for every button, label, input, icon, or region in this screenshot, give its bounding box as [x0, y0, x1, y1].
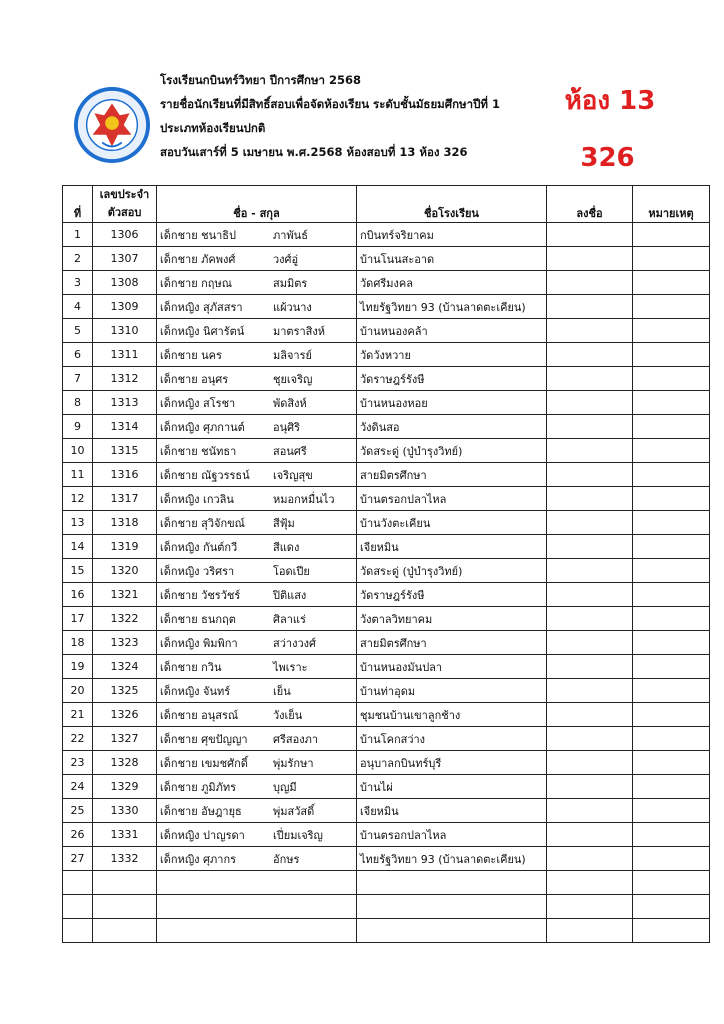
row-exam-code: 1317	[93, 487, 157, 511]
room-label: ห้อง 13	[564, 86, 656, 116]
row-student-name	[157, 679, 357, 703]
row-exam-code: 1315	[93, 439, 157, 463]
row-school: ชุมชนบ้านเขาลูกช้าง	[357, 703, 547, 727]
row-student-name	[157, 367, 357, 391]
row-signature-cell[interactable]	[547, 775, 633, 799]
table-row	[63, 823, 710, 847]
row-first-name: เด็กหญิง นิศารัตน์	[160, 324, 245, 338]
row-student-name	[157, 223, 357, 247]
row-school: บ้านตรอกปลาไหล	[357, 487, 547, 511]
empty-cell	[157, 895, 357, 919]
table-row	[63, 367, 710, 391]
row-last-name: แผ้วนาง	[273, 300, 312, 314]
row-last-name: ศิลาแร่	[273, 612, 306, 626]
row-school: บ้านหนองคล้า	[357, 319, 547, 343]
table-row	[63, 679, 710, 703]
row-school: วัดสระดู่ (ปู่บำรุงวิทย์)	[357, 559, 547, 583]
row-note-cell[interactable]	[633, 847, 710, 871]
row-student-name	[157, 631, 357, 655]
row-exam-code: 1325	[93, 679, 157, 703]
row-signature-cell[interactable]	[547, 535, 633, 559]
row-no: 27	[63, 847, 93, 871]
table-row	[63, 343, 710, 367]
empty-cell	[357, 895, 547, 919]
row-first-name: เด็กชาย อนุศร	[160, 372, 229, 386]
row-signature-cell[interactable]	[547, 223, 633, 247]
row-school: บ้านโคกสว่าง	[357, 727, 547, 751]
row-school: วัดวังหวาย	[357, 343, 547, 367]
row-note-cell[interactable]	[633, 631, 710, 655]
table-row	[63, 583, 710, 607]
empty-cell	[63, 919, 93, 943]
table-row	[63, 487, 710, 511]
row-exam-code: 1311	[93, 343, 157, 367]
row-no: 17	[63, 607, 93, 631]
row-exam-code: 1331	[93, 823, 157, 847]
row-signature-cell[interactable]	[547, 631, 633, 655]
row-no: 19	[63, 655, 93, 679]
row-exam-code: 1307	[93, 247, 157, 271]
row-no: 9	[63, 415, 93, 439]
empty-cell	[633, 919, 710, 943]
row-no: 14	[63, 535, 93, 559]
row-last-name: ภาพันธ์	[273, 228, 308, 242]
table-row	[63, 511, 710, 535]
row-signature-cell[interactable]	[547, 511, 633, 535]
row-school: ไทยรัฐวิทยา 93 (บ้านลาดตะเคียน)	[357, 847, 547, 871]
row-last-name: เย็น	[273, 684, 291, 698]
table-row	[63, 415, 710, 439]
row-student-name	[157, 847, 357, 871]
row-last-name: พัดสิงห์	[273, 396, 307, 410]
row-note-cell[interactable]	[633, 655, 710, 679]
row-first-name: เด็กชาย อัษฎายุธ	[160, 804, 242, 818]
row-signature-cell[interactable]	[547, 463, 633, 487]
row-first-name: เด็กหญิง ศุภกานต์	[160, 420, 245, 434]
row-last-name: มลิจารย์	[273, 348, 312, 362]
row-last-name: ไพเราะ	[273, 660, 308, 674]
row-exam-code: 1308	[93, 271, 157, 295]
row-exam-code: 1329	[93, 775, 157, 799]
row-first-name: เด็กชาย ณัฐวรรธน์	[160, 468, 250, 482]
row-school: บ้านท่าอุดม	[357, 679, 547, 703]
empty-row	[63, 919, 710, 943]
empty-cell	[357, 871, 547, 895]
row-exam-code: 1314	[93, 415, 157, 439]
header-note: หมายเหตุ	[633, 186, 710, 223]
row-school: เจียหมิน	[357, 799, 547, 823]
table-row	[63, 535, 710, 559]
row-signature-cell[interactable]	[547, 439, 633, 463]
row-exam-code: 1313	[93, 391, 157, 415]
row-signature-cell[interactable]	[547, 559, 633, 583]
row-exam-code: 1330	[93, 799, 157, 823]
row-exam-code: 1332	[93, 847, 157, 871]
row-school: สายมิตรศึกษา	[357, 463, 547, 487]
row-signature-cell[interactable]	[547, 295, 633, 319]
row-last-name: เปี่ยมเจริญ	[273, 828, 323, 842]
row-school: อนุบาลกบินทร์บุรี	[357, 751, 547, 775]
row-no: 13	[63, 511, 93, 535]
row-school: บ้านวังตะเคียน	[357, 511, 547, 535]
row-last-name: ปิติแสง	[273, 588, 307, 602]
row-signature-cell[interactable]	[547, 823, 633, 847]
row-exam-code: 1327	[93, 727, 157, 751]
row-school: กบินทร์จริยาคม	[357, 223, 547, 247]
row-first-name: เด็กชาย กฤษณ	[160, 276, 232, 290]
table-row	[63, 295, 710, 319]
empty-cell	[157, 871, 357, 895]
row-note-cell[interactable]	[633, 535, 710, 559]
row-note-cell[interactable]	[633, 799, 710, 823]
row-school: วัดสระดู่ (ปู่บำรุงวิทย์)	[357, 439, 547, 463]
row-last-name: สว่างวงศ์	[273, 636, 316, 650]
table-row	[63, 247, 710, 271]
row-signature-cell[interactable]	[547, 607, 633, 631]
class-type-line: ประเภทห้องเรียนปกติ	[160, 121, 266, 135]
row-signature-cell[interactable]	[547, 679, 633, 703]
table-row	[63, 607, 710, 631]
row-school: วังตาลวิทยาคม	[357, 607, 547, 631]
row-school: บ้านหนองมันปลา	[357, 655, 547, 679]
row-note-cell[interactable]	[633, 583, 710, 607]
row-student-name	[157, 319, 357, 343]
row-exam-code: 1326	[93, 703, 157, 727]
row-signature-cell[interactable]	[547, 319, 633, 343]
row-student-name	[157, 391, 357, 415]
row-first-name: เด็กหญิง กันต์กวี	[160, 540, 238, 554]
row-note-cell[interactable]	[633, 607, 710, 631]
table-row	[63, 799, 710, 823]
row-signature-cell[interactable]	[547, 799, 633, 823]
row-first-name: เด็กชาย อนุสรณ์	[160, 708, 239, 722]
table-row	[63, 727, 710, 751]
row-signature-cell[interactable]	[547, 247, 633, 271]
row-last-name: สีฟุ้ม	[273, 516, 295, 530]
empty-row	[63, 895, 710, 919]
row-school: เจียหมิน	[357, 535, 547, 559]
empty-cell	[633, 895, 710, 919]
row-student-name	[157, 343, 357, 367]
row-no: 21	[63, 703, 93, 727]
row-student-name	[157, 271, 357, 295]
empty-cell	[547, 919, 633, 943]
row-last-name: พุ่มสวัสดิ์	[273, 804, 315, 818]
row-signature-cell[interactable]	[547, 751, 633, 775]
row-last-name: โอดเปีย	[273, 564, 310, 578]
row-first-name: เด็กหญิง วริศรา	[160, 564, 235, 578]
row-student-name	[157, 703, 357, 727]
table-row	[63, 775, 710, 799]
row-note-cell[interactable]	[633, 511, 710, 535]
row-first-name: เด็กชาย ธนกฤต	[160, 612, 236, 626]
row-student-name	[157, 535, 357, 559]
row-first-name: เด็กหญิง ศุภากร	[160, 852, 237, 866]
row-first-name: เด็กชาย ภัคพงศ์	[160, 252, 236, 266]
row-signature-cell[interactable]	[547, 583, 633, 607]
row-signature-cell[interactable]	[547, 415, 633, 439]
row-last-name: สีแดง	[273, 540, 300, 554]
row-note-cell[interactable]	[633, 727, 710, 751]
row-exam-code: 1320	[93, 559, 157, 583]
empty-cell	[63, 895, 93, 919]
document-header	[160, 68, 560, 164]
row-note-cell[interactable]	[633, 415, 710, 439]
row-no: 8	[63, 391, 93, 415]
row-last-name: ศรีสองภา	[273, 732, 319, 746]
row-last-name: สมมิตร	[273, 276, 308, 290]
row-no: 1	[63, 223, 93, 247]
row-first-name: เด็กหญิง สโรชา	[160, 396, 236, 410]
row-no: 16	[63, 583, 93, 607]
row-first-name: เด็กหญิง สุภัสสรา	[160, 300, 243, 314]
empty-cell	[633, 871, 710, 895]
row-first-name: เด็กชาย สุวิจักขณ์	[160, 516, 245, 530]
row-no: 11	[63, 463, 93, 487]
row-exam-code: 1322	[93, 607, 157, 631]
table-row	[63, 439, 710, 463]
row-last-name: พุ่มรักษา	[273, 756, 314, 770]
row-no: 25	[63, 799, 93, 823]
row-last-name: วงศ์อู่	[273, 252, 299, 266]
school-year-line: โรงเรียนกบินทร์วิทยา ปีการศึกษา 2568	[160, 73, 362, 87]
row-last-name: สอนศรี	[273, 444, 307, 458]
row-school: วัดราษฎร์รังษี	[357, 367, 547, 391]
row-signature-cell[interactable]	[547, 391, 633, 415]
row-first-name: เด็กชาย ภูมิภัทร	[160, 780, 237, 794]
row-exam-code: 1312	[93, 367, 157, 391]
row-signature-cell[interactable]	[547, 271, 633, 295]
empty-cell	[93, 895, 157, 919]
table-row	[63, 319, 710, 343]
row-signature-cell[interactable]	[547, 343, 633, 367]
row-school: ไทยรัฐวิทยา 93 (บ้านลาดตะเคียน)	[357, 295, 547, 319]
row-first-name: เด็กชาย กวิน	[160, 660, 222, 674]
row-last-name: อักษร	[273, 852, 300, 866]
row-signature-cell[interactable]	[547, 727, 633, 751]
row-no: 26	[63, 823, 93, 847]
school-logo	[73, 86, 151, 164]
row-student-name	[157, 463, 357, 487]
table-row	[63, 655, 710, 679]
empty-cell	[547, 871, 633, 895]
row-exam-code: 1324	[93, 655, 157, 679]
row-signature-cell[interactable]	[547, 655, 633, 679]
header-school: ชื่อโรงเรียน	[357, 186, 547, 223]
exam-date-line: สอบวันเสาร์ที่ 5 เมษายน พ.ศ.2568 ห้องสอบที่ 13 ห้อง 326	[160, 145, 468, 159]
row-last-name: ชุยเจริญ	[273, 372, 313, 386]
row-student-name	[157, 247, 357, 271]
table-body	[63, 223, 710, 943]
row-note-cell[interactable]	[633, 487, 710, 511]
row-exam-code: 1323	[93, 631, 157, 655]
row-note-cell[interactable]	[633, 823, 710, 847]
row-note-cell[interactable]	[633, 343, 710, 367]
row-no: 5	[63, 319, 93, 343]
table-row	[63, 559, 710, 583]
row-first-name: เด็กชาย เขมชศักดิ์	[160, 756, 248, 770]
empty-cell	[547, 895, 633, 919]
row-signature-cell[interactable]	[547, 367, 633, 391]
row-school: วังดินสอ	[357, 415, 547, 439]
row-no: 12	[63, 487, 93, 511]
row-note-cell[interactable]	[633, 559, 710, 583]
row-student-name	[157, 799, 357, 823]
row-exam-code: 1328	[93, 751, 157, 775]
row-first-name: เด็กหญิง ปาญรดา	[160, 828, 245, 842]
row-no: 2	[63, 247, 93, 271]
row-note-cell[interactable]	[633, 703, 710, 727]
header-name: ชื่อ - สกุล	[157, 186, 357, 223]
row-student-name	[157, 583, 357, 607]
row-school: สายมิตรศึกษา	[357, 631, 547, 655]
row-last-name: บุญมี	[273, 780, 297, 794]
row-signature-cell[interactable]	[547, 703, 633, 727]
row-note-cell[interactable]	[633, 439, 710, 463]
row-exam-code: 1309	[93, 295, 157, 319]
row-no: 6	[63, 343, 93, 367]
row-first-name: เด็กชาย วัชรวัชร์	[160, 588, 241, 602]
row-student-name	[157, 727, 357, 751]
row-last-name: มาตราสิงห์	[273, 324, 325, 338]
row-student-name	[157, 295, 357, 319]
row-exam-code: 1321	[93, 583, 157, 607]
student-table	[62, 185, 710, 943]
empty-cell	[93, 871, 157, 895]
row-student-name	[157, 511, 357, 535]
row-exam-code: 1316	[93, 463, 157, 487]
row-school: บ้านโนนสะอาด	[357, 247, 547, 271]
row-first-name: เด็กชาย ชนาธิป	[160, 228, 237, 242]
row-signature-cell[interactable]	[547, 487, 633, 511]
empty-cell	[357, 919, 547, 943]
row-student-name	[157, 655, 357, 679]
row-school: วัดราษฎร์รังษี	[357, 583, 547, 607]
row-first-name: เด็กหญิง พิมพิกา	[160, 636, 238, 650]
row-note-cell[interactable]	[633, 679, 710, 703]
row-first-name: เด็กหญิง เกวลิน	[160, 492, 234, 506]
row-no: 7	[63, 367, 93, 391]
header-code-line2: ตัวสอบ	[107, 206, 142, 219]
row-no: 24	[63, 775, 93, 799]
empty-cell	[157, 919, 357, 943]
row-no: 23	[63, 751, 93, 775]
row-no: 3	[63, 271, 93, 295]
row-school: วัดศรีมงคล	[357, 271, 547, 295]
table-row	[63, 391, 710, 415]
row-last-name: หมอกหมื่นไว	[273, 492, 335, 506]
row-note-cell[interactable]	[633, 463, 710, 487]
row-exam-code: 1318	[93, 511, 157, 535]
row-no: 20	[63, 679, 93, 703]
header-exam-code	[93, 186, 157, 223]
row-exam-code: 1319	[93, 535, 157, 559]
table-row	[63, 703, 710, 727]
header-no: ที่	[63, 186, 93, 223]
empty-row	[63, 871, 710, 895]
table-header-row	[63, 186, 710, 223]
empty-cell	[63, 871, 93, 895]
header-sign: ลงชื่อ	[547, 186, 633, 223]
row-note-cell[interactable]	[633, 367, 710, 391]
row-student-name	[157, 751, 357, 775]
row-first-name: เด็กชาย ศุขปัญญา	[160, 732, 248, 746]
row-exam-code: 1310	[93, 319, 157, 343]
row-last-name: อนุศิริ	[273, 420, 301, 434]
row-note-cell[interactable]	[633, 223, 710, 247]
table-row	[63, 751, 710, 775]
row-signature-cell[interactable]	[547, 847, 633, 871]
row-no: 10	[63, 439, 93, 463]
row-exam-code: 1306	[93, 223, 157, 247]
row-student-name	[157, 487, 357, 511]
row-note-cell[interactable]	[633, 319, 710, 343]
row-no: 4	[63, 295, 93, 319]
row-first-name: เด็กหญิง จันทร์	[160, 684, 231, 698]
room-number: 326	[580, 143, 635, 173]
row-last-name: เจริญสุข	[273, 468, 313, 482]
row-no: 18	[63, 631, 93, 655]
row-no: 22	[63, 727, 93, 751]
table-row	[63, 463, 710, 487]
row-student-name	[157, 559, 357, 583]
row-first-name: เด็กชาย ชนัทธา	[160, 444, 237, 458]
row-student-name	[157, 775, 357, 799]
row-note-cell[interactable]	[633, 391, 710, 415]
row-note-cell[interactable]	[633, 271, 710, 295]
row-last-name: วังเย็น	[273, 708, 303, 722]
row-student-name	[157, 607, 357, 631]
row-no: 15	[63, 559, 93, 583]
row-student-name	[157, 823, 357, 847]
list-title-line: รายชื่อนักเรียนที่มีสิทธิ์สอบเพื่อจัดห้องเรียน ระดับชั้นมัธยมศึกษาปีที่ 1	[160, 97, 500, 111]
empty-cell	[93, 919, 157, 943]
row-student-name	[157, 439, 357, 463]
header-code-line1: เลขประจำ	[99, 188, 150, 201]
row-note-cell[interactable]	[633, 247, 710, 271]
row-first-name: เด็กชาย นคร	[160, 348, 222, 362]
table-row	[63, 223, 710, 247]
table-row	[63, 271, 710, 295]
row-school: บ้านไผ่	[357, 775, 547, 799]
row-student-name	[157, 415, 357, 439]
table-row	[63, 631, 710, 655]
row-school: บ้านตรอกปลาไหล	[357, 823, 547, 847]
row-school: บ้านหนองหอย	[357, 391, 547, 415]
row-note-cell[interactable]	[633, 775, 710, 799]
row-note-cell[interactable]	[633, 295, 710, 319]
table-row	[63, 847, 710, 871]
row-note-cell[interactable]	[633, 751, 710, 775]
